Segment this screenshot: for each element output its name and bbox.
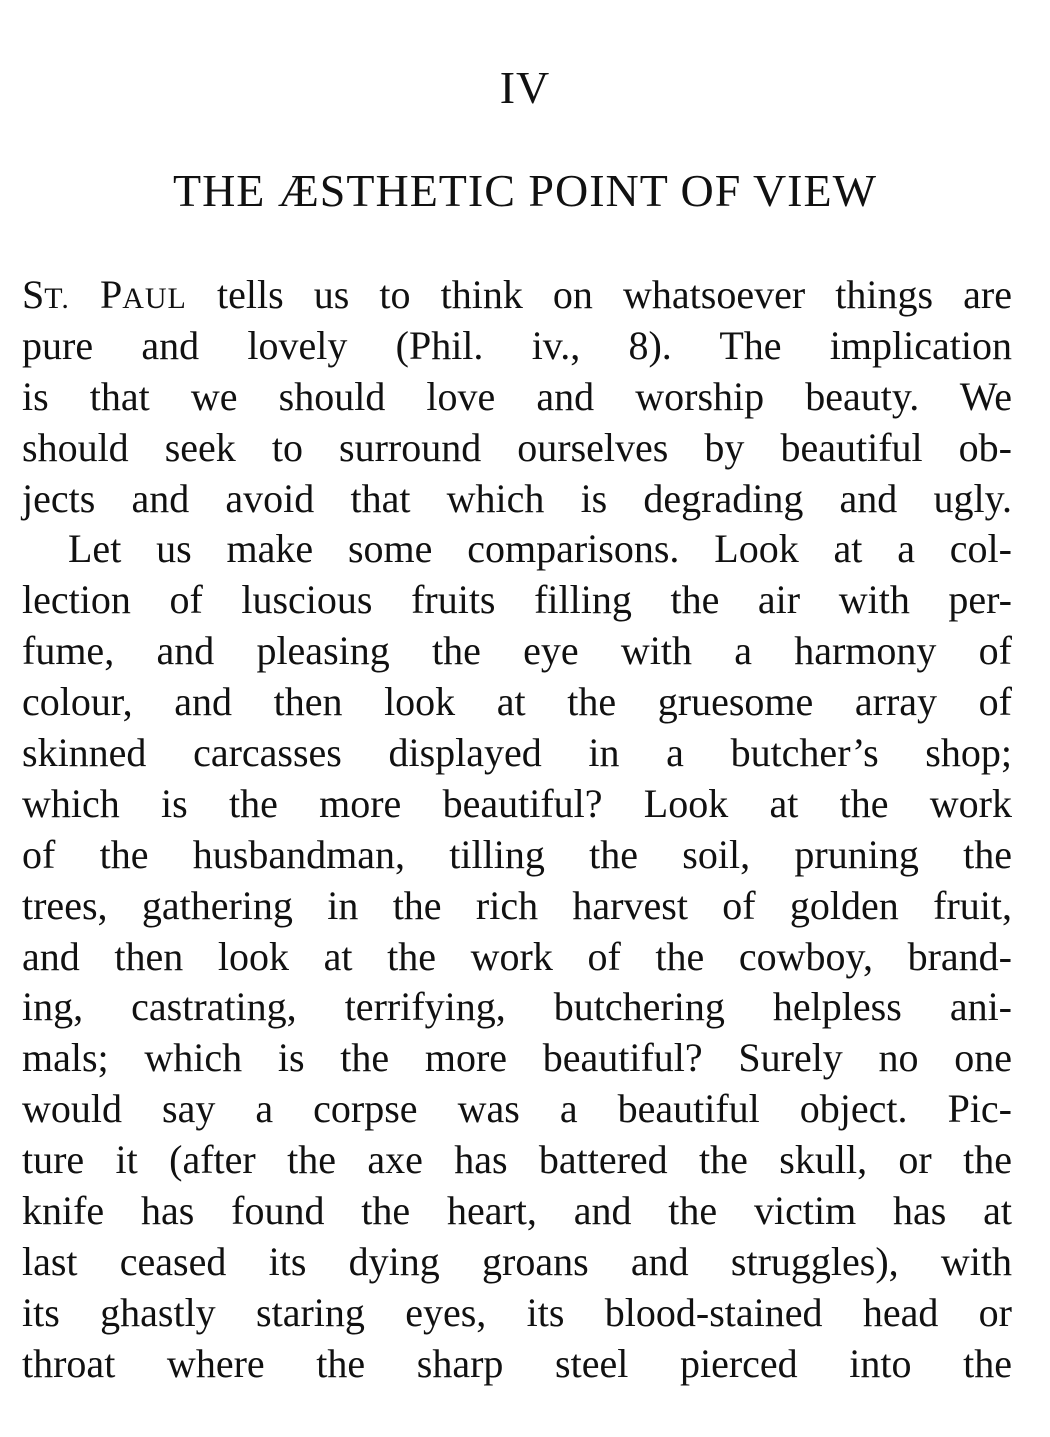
paragraph-line: would say a corpse was a beautiful object. Pic- [22, 1086, 1012, 1132]
paragraph-line: colour, and then look at the gruesome array of [22, 679, 1012, 725]
paragraph-line: knife has found the heart, and the victim has at [22, 1188, 1012, 1234]
chapter-title: THE ÆSTHETIC POINT OF VIEW [172, 165, 878, 216]
paragraph-line: last ceased its dying groans and struggles), with [22, 1238, 1012, 1284]
body-text [22, 270, 1012, 1390]
paragraph-line: jects and avoid that which is degrading and ugly. [22, 475, 1012, 521]
paragraph-line: lection of luscious fruits filling the air with per- [22, 577, 1012, 623]
opening-paul: PAUL [99, 272, 187, 317]
paragraph-line: trees, gathering in the rich harvest of golden fruit, [22, 882, 1012, 928]
paragraph-line: and then look at the work of the cowboy, brand- [22, 933, 1012, 979]
chapter-number: IV [499, 62, 551, 113]
paragraph-line: skinned carcasses displayed in a butcher’s shop; [22, 730, 1012, 776]
paragraph-line: is that we should love and worship beauty. We [22, 373, 1012, 419]
paragraph-line: fume, and pleasing the eye with a harmony of [22, 628, 1012, 674]
paragraph-line: throat where the sharp steel pierced into the [22, 1340, 1012, 1386]
paragraph-line: its ghastly staring eyes, its blood-stained head or [22, 1289, 1012, 1335]
paragraph-line: ST. PAUL tells us to think on whatsoever things are [22, 272, 1013, 317]
paragraph-line: which is the more beautiful? Look at the work [22, 780, 1012, 826]
paragraph-line: of the husbandman, tilling the soil, pruning the [22, 831, 1012, 877]
paragraph-line: should seek to surround ourselves by beautiful ob- [22, 424, 1012, 470]
paragraph-line: pure and lovely (Phil. iv., 8). The implication [22, 322, 1012, 368]
paragraph-line: mals; which is the more beautiful? Surely no one [22, 1035, 1012, 1081]
opening-st: ST. [22, 272, 70, 317]
paragraph-line: ture it (after the axe has battered the skull, or the [22, 1137, 1012, 1183]
paragraph-line: Let us make some comparisons. Look at a col- [68, 526, 1012, 572]
paragraph-line: ing, castrating, terrifying, butchering helpless ani- [22, 984, 1012, 1030]
